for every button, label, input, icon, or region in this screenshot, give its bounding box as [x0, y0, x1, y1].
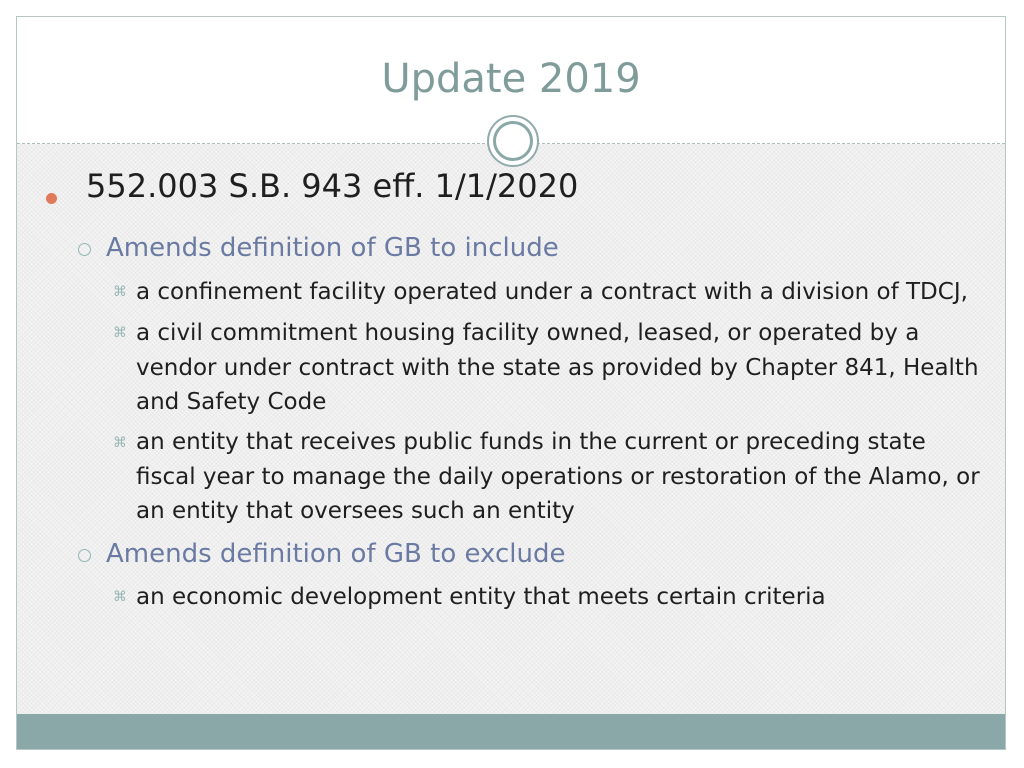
- slide-title: Update 2019: [381, 56, 641, 102]
- exclude-heading: Amends definition of GB to exclude: [106, 539, 566, 569]
- filled-circle-bullet-icon: [46, 193, 57, 204]
- hollow-circle-bullet-icon: [78, 243, 91, 256]
- include-heading: Amends definition of GB to include: [106, 233, 559, 263]
- footer-bar: [17, 714, 1005, 749]
- cross-bullet-icon: ⌘: [113, 325, 127, 341]
- include-item: a confinement facility operated under a contract with a division of TDCJ,: [136, 279, 968, 305]
- cross-bullet-icon: ⌘: [113, 284, 127, 300]
- exclude-item: an economic development entity that meets certain criteria: [136, 584, 826, 610]
- include-item: a civil commitment housing facility owned, leased, or operated by a vendor under contract with the state as provided by Chapter 841, Health and Safety Code: [136, 320, 979, 415]
- cross-bullet-icon: ⌘: [113, 589, 127, 605]
- level1-item: 552.003 S.B. 943 eff. 1/1/2020: [86, 167, 579, 205]
- cross-bullet-icon: ⌘: [113, 435, 127, 451]
- ring-decoration-icon: [487, 115, 539, 167]
- hollow-circle-bullet-icon: [78, 549, 91, 562]
- include-item: an entity that receives public funds in the current or preceding state fiscal year to manage the daily operations or restoration of the Alamo, or an entity that oversees such an entity: [136, 429, 980, 524]
